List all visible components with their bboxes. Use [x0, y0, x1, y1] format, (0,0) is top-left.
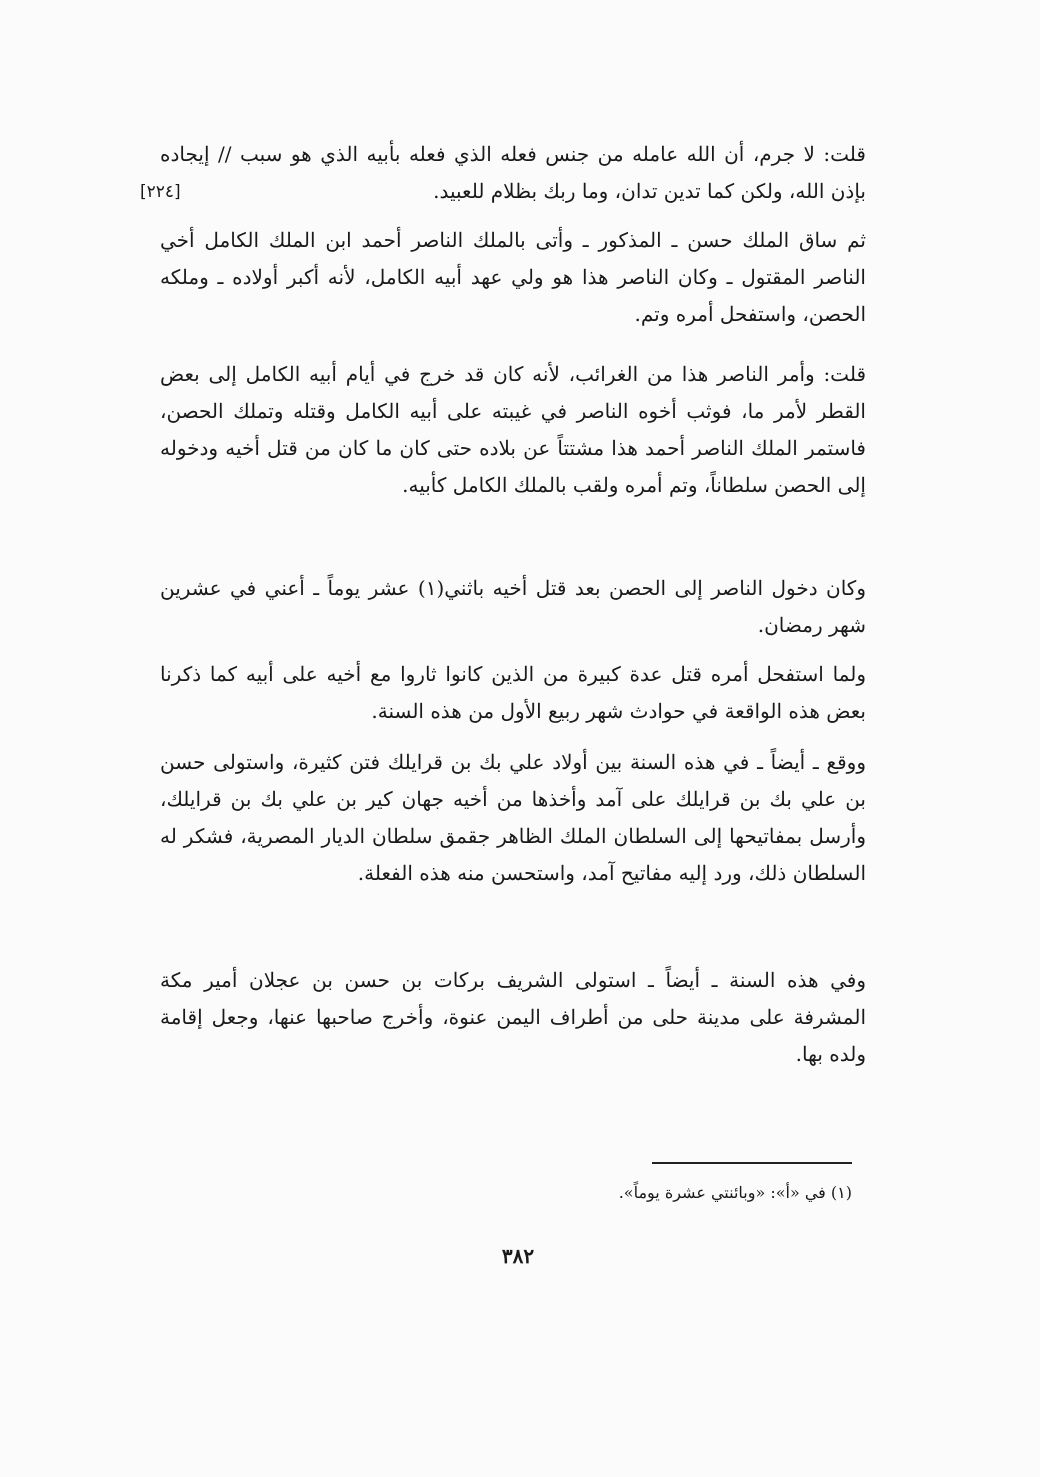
- paragraph-3-block: [160, 356, 866, 504]
- paragraph-1: قلت: لا جرم، أن الله عامله من جنس فعله الذي فعله بأبيه الذي هو سبب // إيجاده بإذن الله، ولكن كما تدين تدان، وما ربك بظلام للعبيد.: [160, 142, 866, 203]
- marginal-reference: [٢٢٤]: [140, 182, 181, 202]
- paragraph-6: ووقع ـ أيضاً ـ في هذه السنة بين أولاد علي بك بن قرايلك فتن كثيرة، واستولى حسن بن علي بك بن قرايلك على آمد وأخذها من أخيه جهان كير بن علي بك بن قرايلك، وأرسل بمفاتيحها إلى السلطان الملك الظاهر جقمق سلطان الديار المصرية، فشكر له السلطان ذلك، ورد إليه مفاتيح آمد، واستحسن منه هذه الفعلة.: [160, 750, 866, 885]
- paragraph-7-block: [160, 962, 866, 1073]
- paragraph-5-block: [160, 656, 866, 730]
- paragraph-1-block: [160, 136, 866, 210]
- paragraph-5: ولما استفحل أمره قتل عدة كبيرة من الذين كانوا ثاروا مع أخيه على أبيه كما ذكرنا بعض هذه الواقعة في حوادث شهر ربيع الأول من هذه السنة.: [160, 662, 866, 723]
- paragraph-2-block: [160, 222, 866, 333]
- paragraph-4: وكان دخول الناصر إلى الحصن بعد قتل أخيه باثني(١) عشر يوماً ـ أعني في عشرين شهر رمضان.: [160, 576, 866, 637]
- footnote: (١) في «أ»: «وبائنتي عشرة يوماً».: [618, 1183, 852, 1202]
- paragraph-2: ثم ساق الملك حسن ـ المذكور ـ وأتى بالملك الناصر أحمد ابن الملك الكامل أخي الناصر المقتول ـ وكان الناصر هذا هو ولي عهد أبيه الكامل، لأنه أكبر أولاده ـ وملكه الحصن، واستفحل أمره وتم.: [160, 228, 866, 326]
- paragraph-7: وفي هذه السنة ـ أيضاً ـ استولى الشريف بركات بن حسن بن عجلان أمير مكة المشرفة على مدينة حلى من أطراف اليمن عنوة، وأخرج صاحبها عنها، وجعل إقامة ولده بها.: [160, 968, 866, 1066]
- footnote-divider: [652, 1162, 852, 1164]
- page-number: ٣٨٢: [501, 1244, 535, 1268]
- paragraph-6-block: [160, 744, 866, 892]
- paragraph-3: قلت: وأمر الناصر هذا من الغرائب، لأنه كان قد خرج في أيام أبيه الكامل إلى بعض القطر لأمر ما، فوثب أخوه الناصر في غيبته على أبيه الكامل وقتله وتملك الحصن، فاستمر الملك الناصر أحمد هذا مشتتاً عن بلاده حتى كان ما كان من قتل أخيه ودخوله إلى الحصن سلطاناً، وتم أمره ولقب بالملك الكامل كأبيه.: [160, 362, 867, 497]
- paragraph-4-block: [160, 570, 866, 644]
